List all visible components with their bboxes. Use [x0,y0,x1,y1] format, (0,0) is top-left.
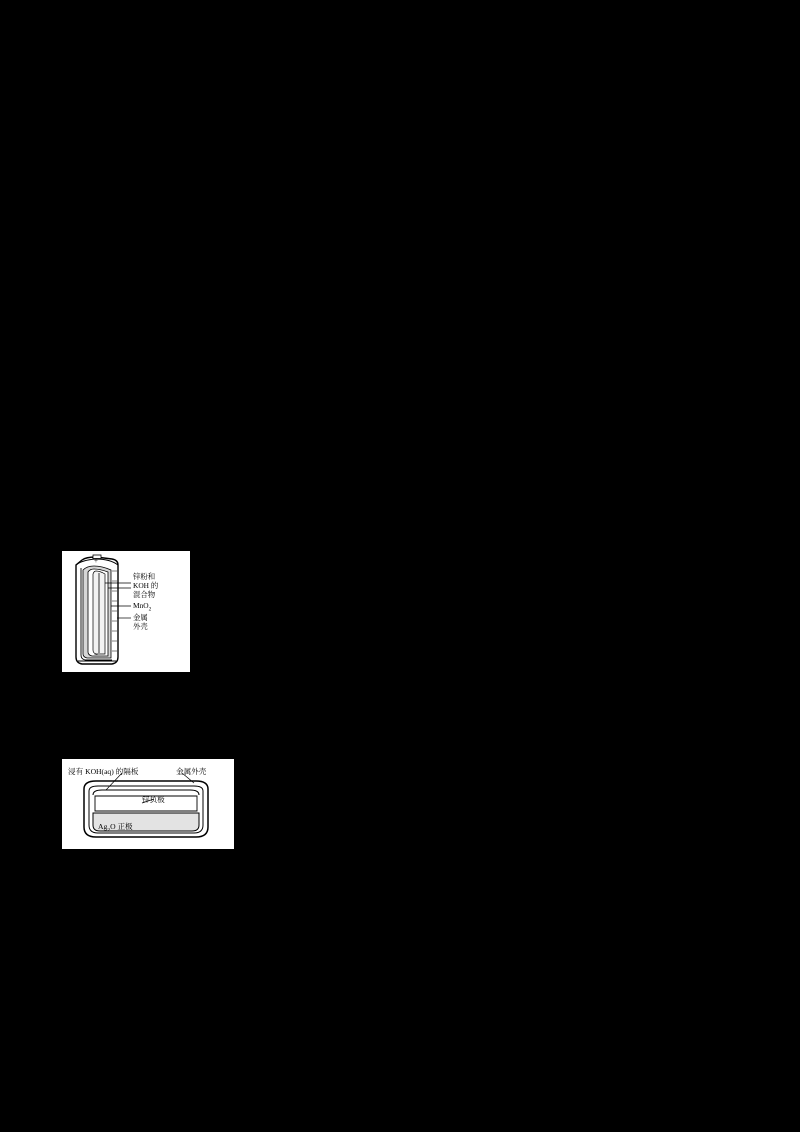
alkaline-cell-drawing [62,551,190,672]
label-mno2-text: MnO [133,601,149,610]
figure-silver-oxide-button-cell [62,759,234,849]
negative-terminal-label: − [94,651,98,659]
label-metal-shell-line2: 外壳 [133,622,148,631]
label-silver-oxide-positive-electrode [98,821,133,834]
label-zinc-powder: 锌粉和 [133,572,156,581]
label-ag2o-post: O 正极 [110,822,133,831]
label-metal-shell-line1: 金属 [133,613,148,622]
figure-alkaline-dry-cell [62,551,190,672]
label-ag2o-pre: Ag [98,822,108,831]
label-zinc-negative-electrode: 锌负极 [142,795,165,804]
label-separator-koh: 浸有 KOH(aq) 的隔板 [68,767,139,776]
label-metal-shell: 金属外壳 [176,767,207,776]
label-ag2o-subscript: 2 [107,827,111,834]
positive-terminal-label: + [94,557,98,565]
label-koh: KOH 的 [133,581,159,590]
label-mno2-subscript: 2 [148,606,152,613]
label-mixture: 混合物 [133,590,156,599]
